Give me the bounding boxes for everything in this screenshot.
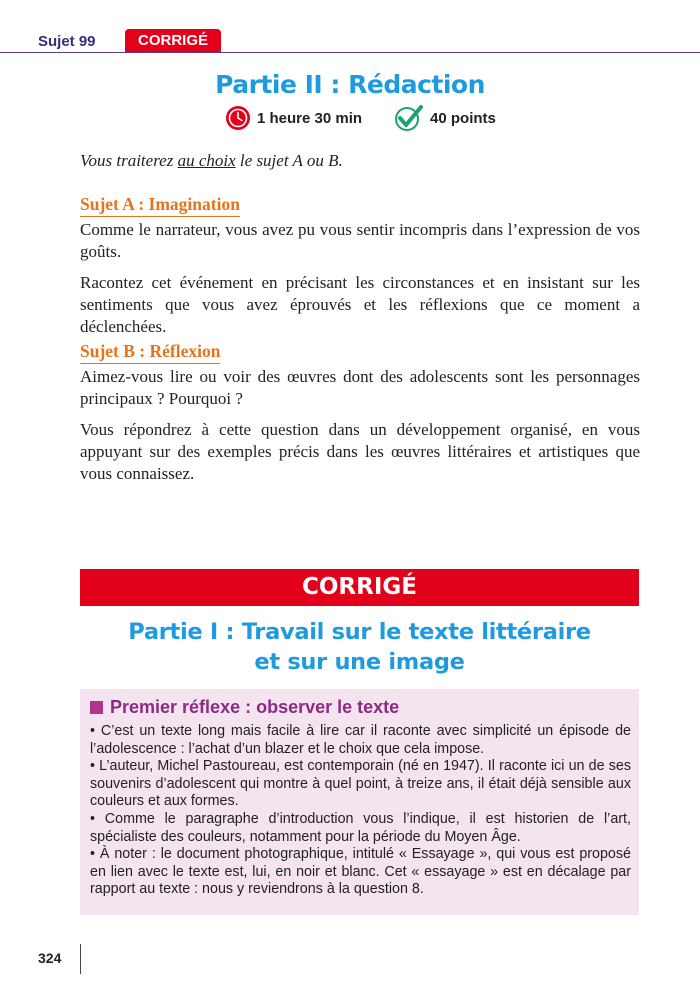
- sujet-a-title: Sujet A : Imagination: [80, 193, 240, 217]
- box-bullet: • C’est un texte long mais facile à lire car il raconte avec simplicité un épisode de l’adolescence : l’achat d’un blazer et le choix que cela impose.: [90, 723, 631, 757]
- corrige-banner: CORRIGÉ: [80, 569, 639, 606]
- square-bullet-icon: [90, 701, 103, 714]
- sujet-b-title: Sujet B : Réflexion: [80, 340, 220, 364]
- sujet-label: Sujet 99: [38, 33, 96, 50]
- box-bullet: • Comme le paragraphe d’introduction vous l’indique, il est historien de l’art, spécialiste des couleurs, notamment pour la période du Moyen Âge.: [90, 810, 631, 845]
- page-number: 324: [38, 950, 62, 966]
- sujet-b-paragraph-2: Vous répondrez à cette question dans un développement organisé, en vous appuyant sur des exemples précis dans les œuvres littéraires et artistiques que vous connaissez.: [80, 420, 640, 483]
- intro-text: Vous traiterez au choix le sujet A ou B.: [80, 151, 343, 170]
- partie1-title-line1: Partie I : Travail sur le texte littéraire: [128, 619, 591, 645]
- au-choix-underlined: au choix: [177, 151, 236, 170]
- meta-row: [225, 105, 496, 131]
- partie1-title: [80, 617, 639, 677]
- check-icon: [394, 104, 424, 132]
- points-text: 40 points: [430, 109, 496, 127]
- clock-icon: [225, 105, 251, 131]
- sujet-b-paragraph-1: Aimez-vous lire ou voir des œuvres dont des adolescents sont les personnages principaux ? Pourquoi ?: [80, 367, 640, 408]
- premier-reflexe-box: [80, 689, 639, 915]
- partie1-title-line2: et sur une image: [254, 649, 465, 675]
- box-title: Premier réflexe : observer le texte: [90, 695, 631, 719]
- page-rule: [80, 944, 81, 974]
- sujet-a-paragraph-1: Comme le narrateur, vous avez pu vous sentir incompris dans l’expression de vos goûts.: [80, 220, 640, 261]
- header-rule: [0, 52, 700, 53]
- sujet-a-paragraph-2: Racontez cet événement en précisant les circonstances et en insistant sur les sentiments que vous avez éprouvés et les réflexions que ce moment a déclenchées.: [80, 273, 640, 336]
- partie2-title: Partie II : Rédaction: [215, 70, 485, 99]
- box-bullet: • L’auteur, Michel Pastoureau, est contemporain (né en 1947). Il raconte ici un de ses souvenirs d’adolescent qui montre à quel point, à treize ans, il était déjà sensible aux couleurs et aux formes.: [90, 758, 631, 810]
- corrige-tab: CORRIGÉ: [125, 29, 221, 53]
- box-bullet: • À noter : le document photographique, intitulé « Essayage », qui vous est proposé en lien avec le texte est, lui, en noir et blanc. Cet « essayage » est en décalage par rapport au texte : nous y reviendrons à la question 8.: [90, 846, 631, 898]
- duration-text: 1 heure 30 min: [257, 109, 363, 127]
